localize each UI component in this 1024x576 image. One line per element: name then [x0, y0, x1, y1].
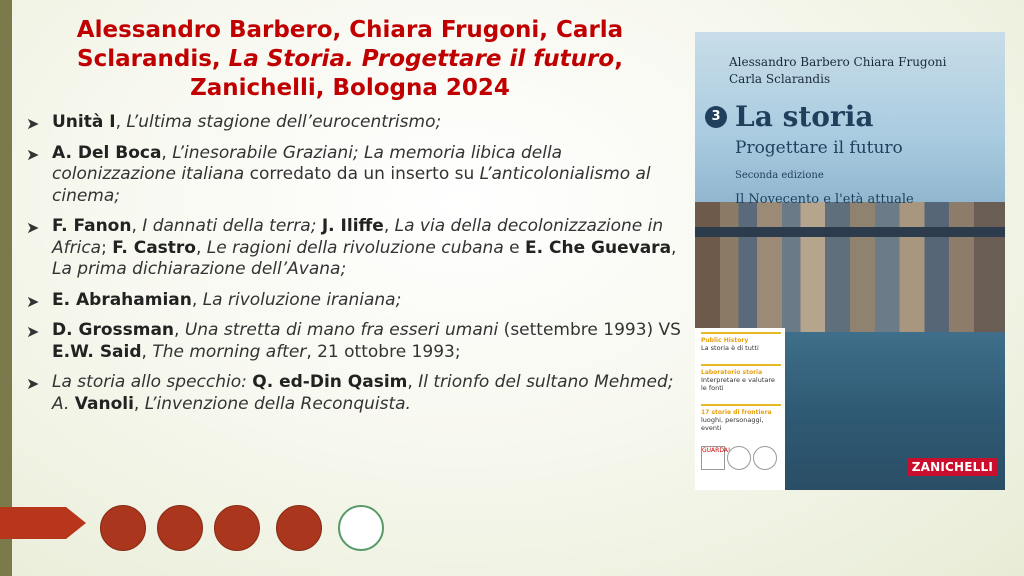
bullet-item: ➤ A. Del Boca, L’inesorabile Graziani; La memoria libica della colonizzazione italiana corredato da un inserto su L’anticolonialismo al cinema;	[26, 142, 651, 206]
bullet-item: ➤ F. Fanon, I dannati della terra; J. Iliffe, La via della decolonizzazione in Africa; F. Castro, Le ragioni della rivoluzione cubana e E. Che Guevara, La prima dichiarazione dell’Avana;	[26, 216, 677, 279]
nav-dot-4[interactable]	[276, 505, 322, 551]
cover-feature-panel	[695, 328, 785, 490]
arrow-shape	[0, 507, 86, 539]
cover-feature: Public History La storia è di tutti	[701, 332, 781, 352]
cover-feature: Laboratorio storia Interpretare e valutare le fonti	[701, 364, 781, 392]
arrow-bullet-icon: ➤	[26, 322, 40, 341]
cover-authors: Alessandro Barbero Chiara Frugoni Carla Sclarandis	[729, 55, 947, 86]
arrow-bullet-icon: ➤	[26, 144, 40, 164]
cover-publisher-logo: ZANICHELLI	[908, 458, 997, 476]
cover-volume-title: Il Novecento e l'età attuale	[735, 192, 914, 207]
nav-dot-2[interactable]	[157, 505, 203, 551]
cover-edition: Seconda edizione	[735, 170, 824, 181]
title-authors: Alessandro Barbero, Chiara Frugoni, Carla Sclarandis,	[76, 17, 624, 72]
bullet-item: ➤ La storia allo specchio: Q. ed-Din Qasim, Il trionfo del sultano Mehmed; A. Vanoli, L’invenzione della Reconquista.	[26, 372, 674, 414]
guarda-logo-icon: GUARDA!	[701, 446, 725, 470]
arrow-bullet-icon: ➤	[26, 291, 40, 311]
badge-icon	[727, 446, 751, 470]
nav-dot-1[interactable]	[100, 505, 146, 551]
bullet-item: ➤ E. Abrahamian, La rivoluzione iraniana;	[26, 289, 402, 311]
slide-title	[30, 16, 670, 103]
nav-dot-3[interactable]	[214, 505, 260, 551]
cover-subtitle: Progettare il futuro	[735, 138, 903, 158]
arrow-bullet-icon: ➤	[26, 114, 40, 133]
cover-city-skyline	[695, 202, 1005, 332]
title-publisher: , Zanichelli, Bologna 2024	[190, 46, 623, 101]
title-book: La Storia. Progettare il futuro	[228, 46, 615, 72]
left-accent-bar	[0, 0, 12, 576]
cover-volume-number: 3	[705, 106, 727, 128]
arrow-bullet-icon: ➤	[26, 218, 40, 237]
bullet-list	[24, 112, 684, 424]
book-cover-image	[695, 32, 1005, 490]
bullet-item: ➤ D. Grossman, Una stretta di mano fra esseri umani (settembre 1993) VS E.W. Said, The morning after, 21 ottobre 1993;	[26, 320, 681, 362]
cover-title: La storia	[735, 100, 874, 133]
nav-dot-5[interactable]	[338, 505, 384, 551]
arrow-bullet-icon: ➤	[26, 374, 40, 393]
cover-feature: 17 storie di frontiera luoghi, personaggi, eventi	[701, 404, 781, 432]
eu-badge-icon	[753, 446, 777, 470]
nav-arrow-icon[interactable]	[0, 505, 88, 541]
bullet-item: ➤ Unità I, L’ultima stagione dell’eurocentrismo;	[26, 112, 442, 133]
cover-bridge	[695, 227, 1005, 237]
